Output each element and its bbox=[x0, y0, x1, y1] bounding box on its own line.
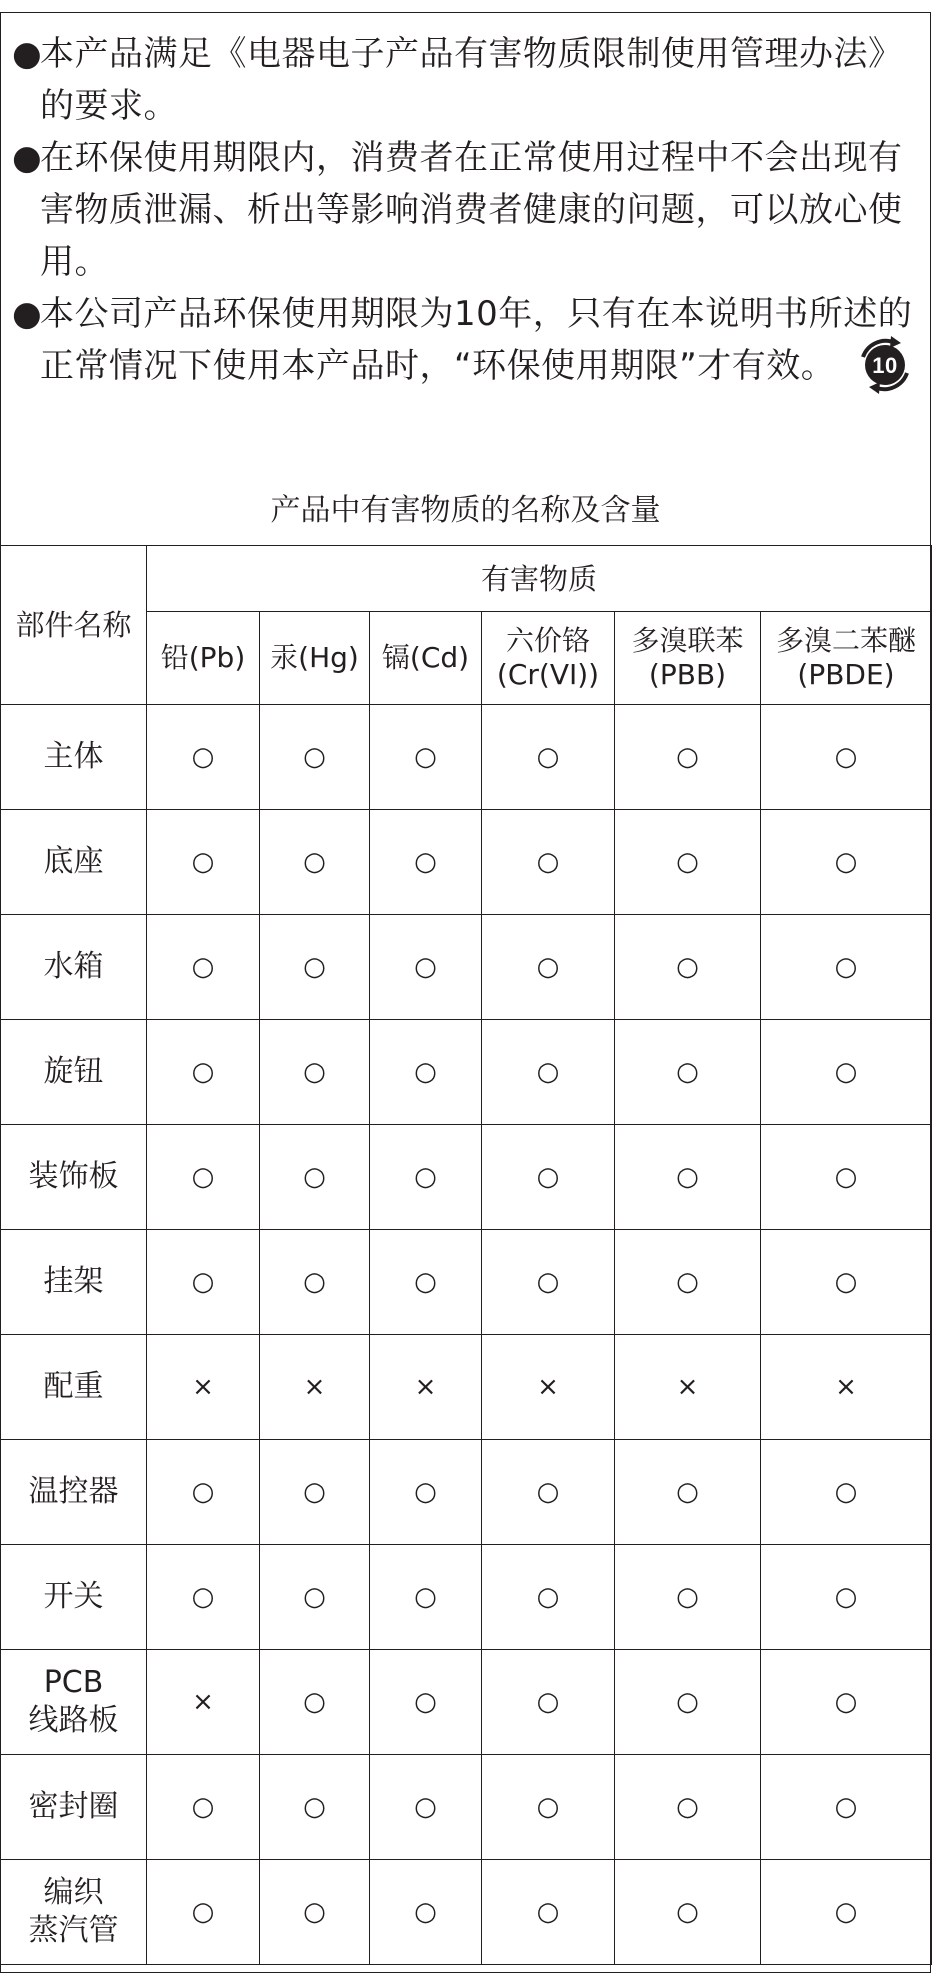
table-row bbox=[1, 1335, 932, 1440]
substance-mark: ○ bbox=[482, 1125, 615, 1230]
substance-name: 镉(Cd) bbox=[381, 641, 470, 674]
part-name-line: 主体 bbox=[43, 739, 104, 774]
part-name-line: 蒸汽管 bbox=[28, 1913, 119, 1948]
substance-mark: ○ bbox=[260, 1125, 370, 1230]
substance-symbol: (Cr(VI)) bbox=[496, 658, 600, 691]
hazardous-substance-table bbox=[0, 545, 932, 1965]
table-row bbox=[1, 1125, 932, 1230]
note-text: 本产品满足《电器电子产品有害物质限制使用管理办法》的要求。 bbox=[40, 34, 903, 126]
substance-mark: ○ bbox=[482, 810, 615, 915]
part-name-line: PCB bbox=[43, 1665, 104, 1700]
substance-mark: × bbox=[482, 1335, 615, 1440]
part-name-line: 装饰板 bbox=[28, 1159, 119, 1194]
substance-header bbox=[482, 612, 615, 705]
substance-mark: ○ bbox=[370, 1545, 482, 1650]
table-row bbox=[1, 1860, 932, 1965]
substance-mark: ○ bbox=[147, 1230, 260, 1335]
substance-name: 多溴联苯 bbox=[631, 624, 744, 657]
substance-mark: × bbox=[615, 1335, 761, 1440]
substance-mark: ○ bbox=[482, 1650, 615, 1755]
table-row bbox=[1, 1020, 932, 1125]
substance-header bbox=[615, 612, 761, 705]
substance-mark: ○ bbox=[761, 915, 932, 1020]
part-name-line: 编织 bbox=[43, 1875, 104, 1910]
substance-mark: ○ bbox=[615, 705, 761, 810]
substance-mark: ○ bbox=[370, 1755, 482, 1860]
part-name-line: 温控器 bbox=[28, 1474, 119, 1509]
note-item bbox=[10, 28, 915, 132]
part-name bbox=[1, 1650, 147, 1755]
substance-mark: ○ bbox=[615, 810, 761, 915]
substance-mark: ○ bbox=[482, 1755, 615, 1860]
substance-mark: ○ bbox=[482, 1230, 615, 1335]
note-text: 本公司产品环保使用期限为10年，只有在本说明书所述的正常情况下使用本产品时，“环保使用期限”才有效。 bbox=[40, 294, 913, 386]
note-item bbox=[10, 132, 915, 288]
substance-mark: ○ bbox=[147, 915, 260, 1020]
substance-mark: ○ bbox=[761, 1440, 932, 1545]
substance-mark: ○ bbox=[260, 915, 370, 1020]
substance-symbol: (PBDE) bbox=[797, 658, 895, 691]
bullet: ● bbox=[12, 294, 43, 334]
substance-mark: ○ bbox=[615, 1650, 761, 1755]
substance-mark: ○ bbox=[260, 705, 370, 810]
substance-mark: ○ bbox=[260, 1755, 370, 1860]
substance-mark: ○ bbox=[260, 1440, 370, 1545]
substance-mark: ○ bbox=[370, 1650, 482, 1755]
substance-mark: × bbox=[260, 1335, 370, 1440]
part-name-line: 密封圈 bbox=[28, 1789, 119, 1824]
substance-mark: ○ bbox=[370, 1230, 482, 1335]
substance-mark: ○ bbox=[260, 1230, 370, 1335]
substance-header bbox=[260, 612, 370, 705]
part-name bbox=[1, 1545, 147, 1650]
part-name-line: 底座 bbox=[43, 844, 104, 879]
substance-mark: ○ bbox=[147, 1020, 260, 1125]
substance-mark: × bbox=[147, 1335, 260, 1440]
part-name bbox=[1, 1335, 147, 1440]
substance-mark: ○ bbox=[147, 1440, 260, 1545]
part-name-line: 旋钮 bbox=[43, 1054, 104, 1089]
table-row bbox=[1, 1755, 932, 1860]
substance-mark: ○ bbox=[761, 1650, 932, 1755]
part-name bbox=[1, 1755, 147, 1860]
substance-mark: × bbox=[761, 1335, 932, 1440]
part-name bbox=[1, 1230, 147, 1335]
substance-mark: ○ bbox=[260, 1860, 370, 1965]
part-name-line: 开关 bbox=[43, 1579, 104, 1614]
part-name bbox=[1, 915, 147, 1020]
substance-mark: ○ bbox=[370, 1440, 482, 1545]
substance-mark: ○ bbox=[615, 1755, 761, 1860]
substance-mark: ○ bbox=[147, 1860, 260, 1965]
substance-mark: ○ bbox=[370, 1125, 482, 1230]
part-name bbox=[1, 1860, 147, 1965]
substance-mark: ○ bbox=[482, 1860, 615, 1965]
part-name bbox=[1, 1020, 147, 1125]
substance-mark: ○ bbox=[761, 1230, 932, 1335]
substance-mark: ○ bbox=[147, 810, 260, 915]
substance-mark: ○ bbox=[370, 1860, 482, 1965]
substance-mark: ○ bbox=[260, 1020, 370, 1125]
substance-mark: ○ bbox=[615, 1545, 761, 1650]
part-name-line: 水箱 bbox=[43, 949, 104, 984]
note-text: 在环保使用期限内，消费者在正常使用过程中不会出现有害物质泄漏、析出等影响消费者健康的问题，可以放心使用。 bbox=[40, 138, 903, 282]
substance-mark: ○ bbox=[615, 1230, 761, 1335]
substance-mark: ○ bbox=[482, 1020, 615, 1125]
table-row bbox=[1, 1650, 932, 1755]
table-row bbox=[1, 1545, 932, 1650]
substance-name: 铅(Pb) bbox=[160, 641, 246, 674]
substance-header bbox=[761, 612, 932, 705]
substance-name: 六价铬 bbox=[505, 624, 590, 657]
substance-mark: ○ bbox=[615, 1860, 761, 1965]
compliance-notes bbox=[10, 28, 915, 395]
part-name bbox=[1, 1125, 147, 1230]
table-row bbox=[1, 705, 932, 810]
bullet: ● bbox=[12, 138, 43, 178]
substance-header bbox=[370, 612, 482, 705]
substance-mark: ○ bbox=[761, 1545, 932, 1650]
substance-header bbox=[147, 612, 260, 705]
substance-mark: ○ bbox=[147, 1755, 260, 1860]
substance-mark: ○ bbox=[370, 1020, 482, 1125]
substance-mark: ○ bbox=[482, 1440, 615, 1545]
hazard-header: 有害物质 bbox=[147, 546, 932, 612]
substance-mark: ○ bbox=[370, 705, 482, 810]
substance-mark: ○ bbox=[260, 1545, 370, 1650]
substance-mark: ○ bbox=[147, 1545, 260, 1650]
substance-mark: ○ bbox=[615, 1440, 761, 1545]
bullet: ● bbox=[12, 34, 43, 74]
note-item bbox=[10, 288, 915, 395]
substance-mark: ○ bbox=[761, 1020, 932, 1125]
substance-mark: ○ bbox=[482, 915, 615, 1020]
substance-mark: ○ bbox=[260, 810, 370, 915]
substance-mark: ○ bbox=[370, 915, 482, 1020]
epup-number: 10 bbox=[871, 352, 898, 378]
substance-mark: ○ bbox=[147, 705, 260, 810]
table-row bbox=[1, 1230, 932, 1335]
part-name bbox=[1, 705, 147, 810]
substance-symbol: (PBB) bbox=[648, 658, 727, 691]
substance-mark: ○ bbox=[147, 1125, 260, 1230]
part-name-line: 配重 bbox=[43, 1369, 104, 1404]
substance-mark: ○ bbox=[761, 1755, 932, 1860]
substance-mark: ○ bbox=[615, 915, 761, 1020]
part-name-line: 线路板 bbox=[28, 1703, 119, 1738]
substance-mark: ○ bbox=[615, 1020, 761, 1125]
table-row bbox=[1, 810, 932, 915]
part-name-header: 部件名称 bbox=[1, 546, 147, 705]
table-title: 产品中有害物质的名称及含量 bbox=[270, 493, 661, 528]
substance-mark: ○ bbox=[615, 1125, 761, 1230]
substance-mark: ○ bbox=[370, 810, 482, 915]
epup-10-icon bbox=[855, 335, 915, 395]
table-row bbox=[1, 1440, 932, 1545]
substance-mark: × bbox=[370, 1335, 482, 1440]
substance-mark: ○ bbox=[761, 705, 932, 810]
substance-mark: ○ bbox=[761, 1860, 932, 1965]
substance-mark: ○ bbox=[761, 810, 932, 915]
substance-mark: ○ bbox=[761, 1125, 932, 1230]
part-name bbox=[1, 1440, 147, 1545]
substance-mark: ○ bbox=[482, 705, 615, 810]
substance-mark: × bbox=[147, 1650, 260, 1755]
substance-mark: ○ bbox=[260, 1650, 370, 1755]
substance-name: 汞(Hg) bbox=[270, 641, 359, 674]
substance-name: 多溴二苯醚 bbox=[776, 624, 917, 657]
table-row bbox=[1, 915, 932, 1020]
part-name bbox=[1, 810, 147, 915]
part-name-line: 挂架 bbox=[43, 1264, 104, 1299]
substance-mark: ○ bbox=[482, 1545, 615, 1650]
